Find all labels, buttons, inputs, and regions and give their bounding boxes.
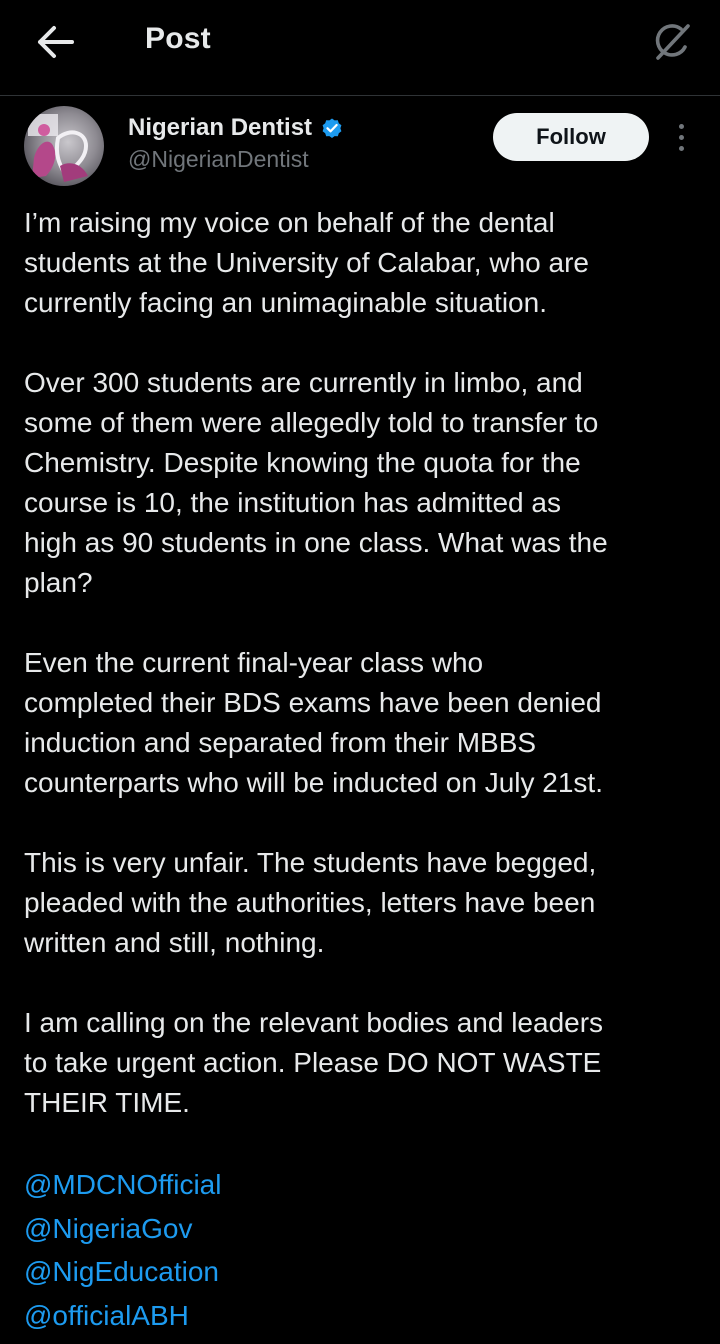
post-paragraph: This is very unfair. The students have begged, pleaded with the authorities, letters have been written and still, nothing. (24, 847, 597, 958)
mention-link[interactable]: @NigeriaGov (24, 1212, 193, 1244)
more-options-button[interactable] (666, 116, 696, 158)
more-dot-icon (679, 135, 684, 140)
avatar[interactable] (24, 106, 104, 186)
back-arrow-icon (37, 25, 75, 59)
verified-badge-icon (320, 116, 344, 140)
follow-button[interactable]: Follow (493, 113, 649, 161)
author-name[interactable]: Nigerian Dentist (128, 114, 313, 141)
avatar-image (24, 106, 104, 186)
top-bar (0, 0, 720, 96)
post-paragraph: Even the current final-year class who completed their BDS exams have been denied induction and separated from their MBBS counterparts who will be inducted on July 21st. (24, 647, 603, 798)
back-button[interactable] (30, 18, 82, 66)
author-name-line (128, 114, 344, 142)
author-handle[interactable]: @NigerianDentist (128, 146, 309, 172)
mention-link[interactable]: @NigEducation (24, 1256, 219, 1287)
post-paragraph: I’m raising my voice on behalf of the dental students at the University of Calabar, who are currently facing an unimaginable situation. (24, 207, 589, 318)
grok-icon (650, 20, 694, 64)
post-paragraph: Over 300 students are currently in limbo, and some of them were allegedly told to transfer to Chemistry. Despite knowing the quota for the course is 10, the institution has admitted as high as 90 students in one class. What was the plan? (24, 367, 608, 598)
post-text (24, 203, 696, 1337)
grok-button[interactable] (648, 20, 696, 64)
post-paragraph: I am calling on the relevant bodies and leaders to take urgent action. Please DO NOT WASTE THEIR TIME. (24, 1007, 604, 1118)
mention-link[interactable]: @MDCNOfficial (24, 1169, 222, 1200)
more-dot-icon (679, 124, 684, 129)
mention-link[interactable]: @officialABH (24, 1299, 189, 1331)
more-dot-icon (679, 146, 684, 151)
page-title: Post (145, 22, 211, 55)
mentions-list (24, 1163, 696, 1337)
author-row (0, 96, 720, 196)
